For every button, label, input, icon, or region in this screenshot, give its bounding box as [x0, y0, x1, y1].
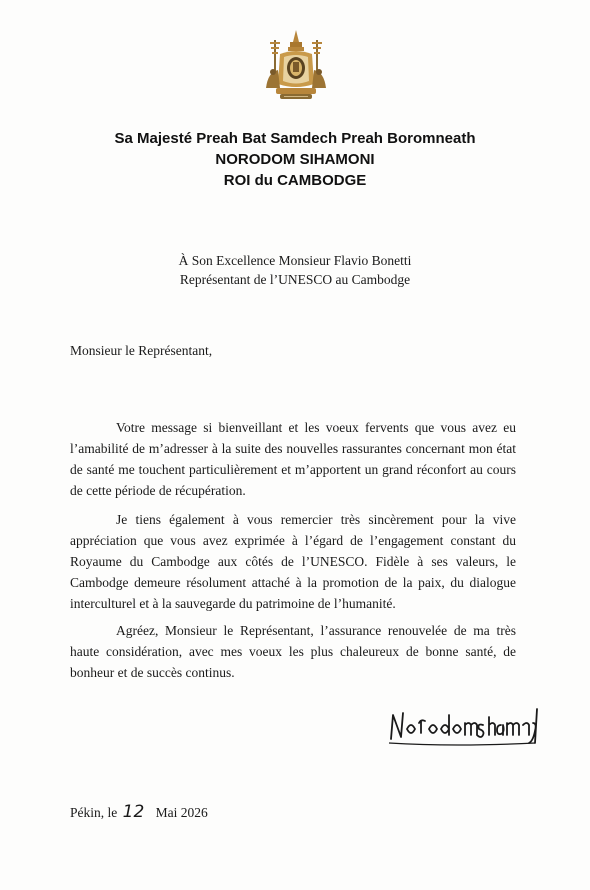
sender-role: ROI du CAMBODGE: [223, 172, 367, 189]
body-paragraph-2: Je tiens également à vous remercier très sincèrement pour la vive appréciation que vous avez exprimée à l’égard de l’engagement constant du Royaume du Cambodge aux côtés de l’UNESCO. Fidèle à ses valeurs, le Cambodge demeure résolument attaché à la promotion de la paix, du dialogue interculturel et à la sauvegarde du patrimoine de l’humanité.: [70, 512, 516, 611]
body-paragraph-3: Agréez, Monsieur le Représentant, l’assurance renouvelée de ma très haute considération, avec mes voeux les plus chaleureux de bonne santé, de bonheur et de succès continus.: [70, 623, 516, 680]
recipient-name: À Son Excellence Monsieur Flavio Bonetti: [178, 253, 412, 268]
salutation: Monsieur le Représentant,: [70, 343, 213, 358]
dateline-day: 12: [122, 802, 145, 822]
handwritten-signature: [385, 703, 545, 747]
dateline-place: Pékin, le: [70, 805, 118, 820]
recipient-role: Représentant de l’UNESCO au Cambodge: [179, 272, 411, 287]
sender-name: NORODOM SIHAMONI: [215, 151, 375, 168]
recipient-block: [0, 251, 590, 289]
sender-title: Sa Majesté Preah Bat Samdech Preah Boromneath: [114, 130, 476, 147]
body-paragraph-1: Votre message si bienveillant et les voeux fervents que vous avez eu l’amabilité de m’adresser à la suite des nouvelles rassurantes concernant mon état de santé me touchent particulièrement et m’apportent un grand réconfort au cours de cette période de récupération.: [70, 420, 516, 498]
sender-block: [0, 128, 590, 191]
royal-coat-of-arms-icon: [258, 28, 334, 104]
dateline: [70, 802, 208, 823]
dateline-month-year: Mai 2026: [155, 805, 208, 820]
